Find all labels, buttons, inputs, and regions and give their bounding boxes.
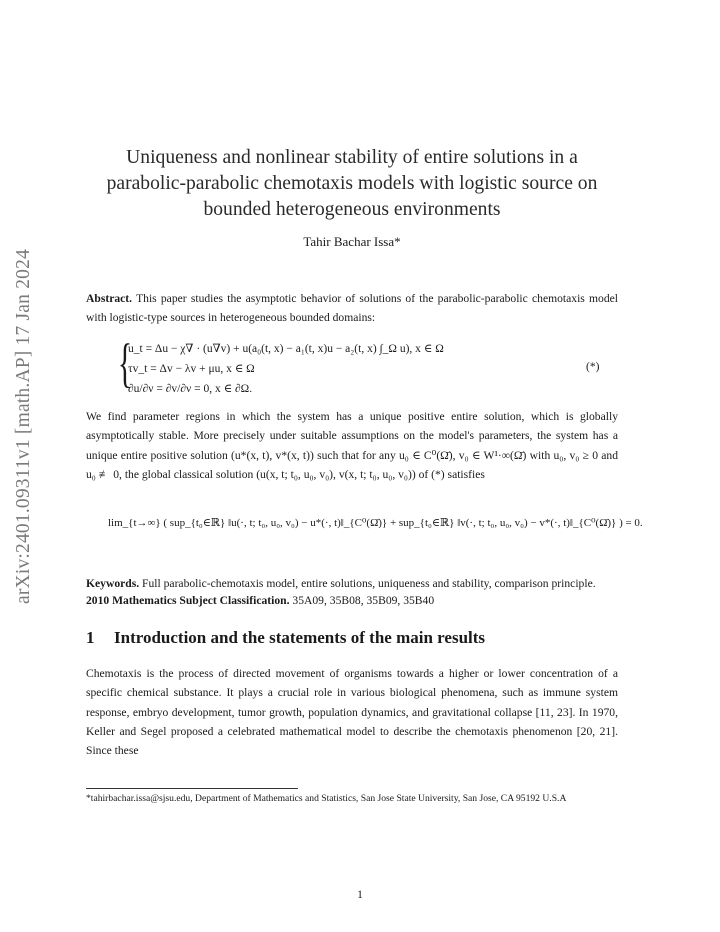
section-title: Introduction and the statements of the main results xyxy=(114,628,486,647)
abstract-heading: Abstract. xyxy=(86,292,133,305)
arxiv-identifier: arXiv:2401.09311v1 [math.AP] 17 Jan 2024 xyxy=(13,249,34,604)
msc-line xyxy=(86,591,618,610)
msc-text: 35A09, 35B08, 35B09, 35B40 xyxy=(292,594,435,607)
intro-paragraph: Chemotaxis is the process of directed movement of organisms towards a higher or lower concentration of a specific chemical substance. It plays a crucial role in various biological phenomena, such as immune system response, embryo development, tumor growth, population dynamics, and gravitational collapse [11, 23]. In 1970, Keller and Segel proposed a celebrated mathematical model to describe the chemotaxis phenomenon [20, 21]. Since these xyxy=(86,667,618,758)
system-line-2: τv_t = Δv − λv + μu, x ∈ Ω xyxy=(128,363,255,375)
paper-title: Uniqueness and nonlinear stability of entire solutions in a parabolic-parabolic chemotaxis models with logistic source on bounded heterogeneous environments xyxy=(106,147,598,220)
section-heading xyxy=(86,628,485,648)
page-number: 1 xyxy=(357,889,363,901)
footnote: *tahirbachar.issa@sjsu.edu, Department of Mathematics and Statistics, San Jose State University, San Jose, CA 95192 U.S.A xyxy=(86,793,567,804)
keywords-text: Full parabolic-chemotaxis model, entire solutions, uniqueness and stability, comparison principle. xyxy=(142,577,596,590)
system-line-1: u_t = Δu − χ∇ · (u∇v) + u(a₀(t, x) − a₁(t, x)u − a₂(t, x) ∫_Ω u), x ∈ Ω xyxy=(128,343,444,355)
system-brace: { xyxy=(117,333,133,393)
footnote-rule xyxy=(86,788,298,789)
author-name: Tahir Bachar Issa* xyxy=(303,234,401,249)
abstract-text: This paper studies the asymptotic behavior of solutions of the parabolic-parabolic chemotaxis model with logistic-type sources in heterogeneous bounded domains: xyxy=(86,292,618,325)
keywords-heading: Keywords. xyxy=(86,577,140,590)
section-number: 1 xyxy=(86,628,95,647)
system-line-3: ∂u/∂ν = ∂v/∂ν = 0, x ∈ ∂Ω. xyxy=(128,383,253,395)
abstract-result: We find parameter regions in which the system has a unique positive entire solution, which is globally asymptotically stable. More precisely under suitable assumptions on the model's parameters, the system has a unique entire positive solution (u*(x, t), v*(x, t)) such that for any u₀ ∈ C⁰(Ω̄), v₀ ∈ W¹·∞(Ω̄) with u₀, v₀ ≥ 0 and u₀ ≢ 0, the global classical solution (u(x, t; t₀, u₀, v₀), v(x, t; t₀, u₀, v₀)) of (*) satisfies xyxy=(86,410,618,481)
equation-tag: (*) xyxy=(586,361,600,373)
limit-equation: lim_{t→∞} ( sup_{t₀∈ℝ} ‖u(·, t; t₀, u₀, v₀) − u*(·, t)‖_{C⁰(Ω̄)} + sup_{t₀∈ℝ} ‖v(·, t; t₀, u₀, v₀) − v*(·, t)‖_{C⁰(Ω̄)} ) = 0. xyxy=(108,517,643,529)
abstract-intro xyxy=(86,289,618,328)
msc-heading: 2010 Mathematics Subject Classification. xyxy=(86,594,290,607)
